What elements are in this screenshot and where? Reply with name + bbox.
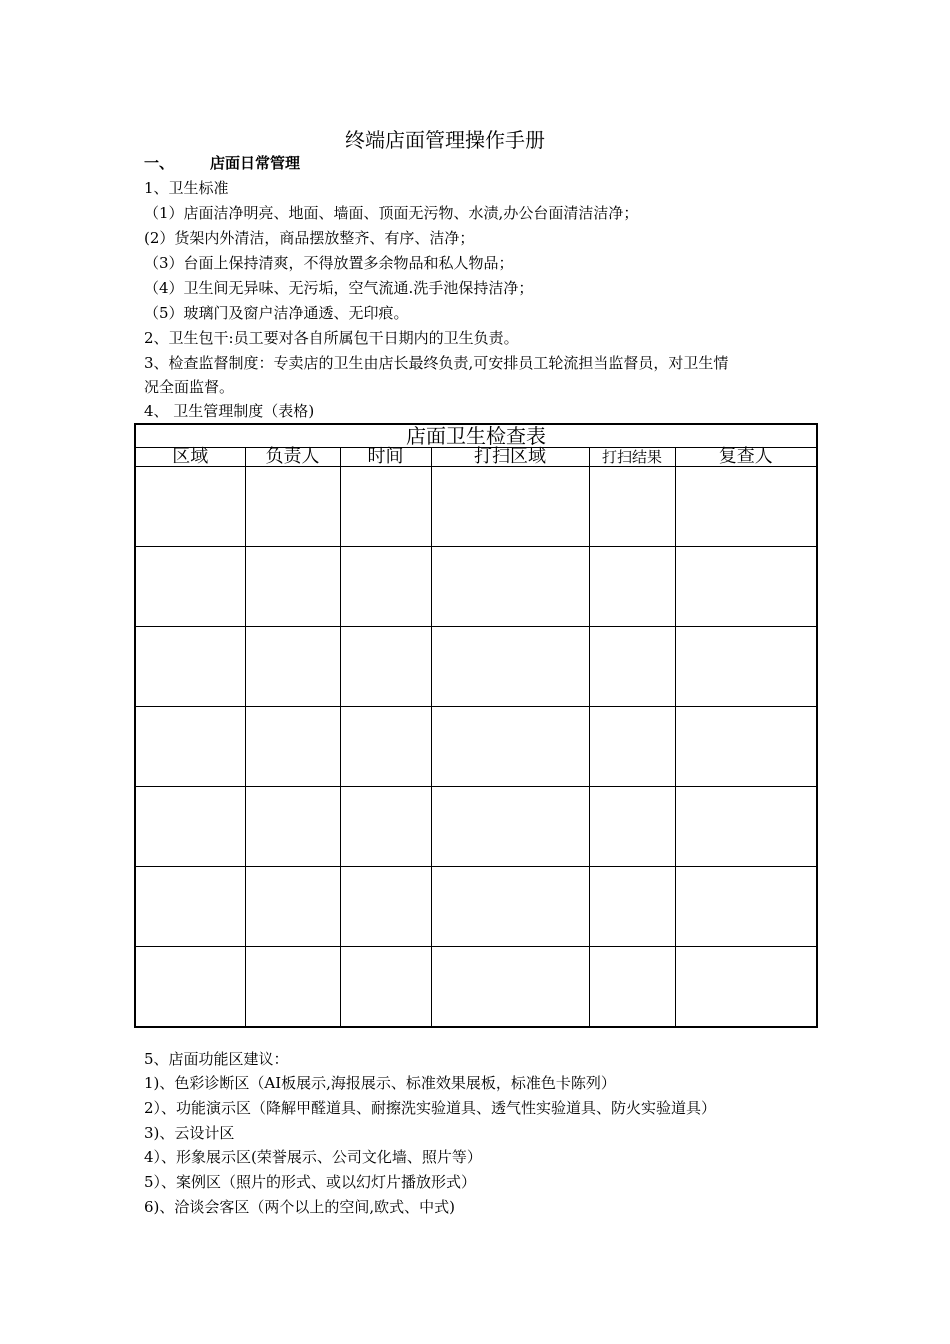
section-heading xyxy=(144,152,300,173)
column-header: 打扫区域 xyxy=(431,448,589,467)
table-cell xyxy=(135,947,245,1028)
section-number: 一、 xyxy=(144,154,175,172)
table-cell xyxy=(245,867,340,947)
table-cell xyxy=(675,467,817,547)
table-cell xyxy=(245,787,340,867)
table-cell xyxy=(589,787,675,867)
table-cell xyxy=(431,707,589,787)
table-cell xyxy=(245,707,340,787)
table-cell xyxy=(135,627,245,707)
column-header: 打扫结果 xyxy=(589,448,675,467)
zone-item: 3)、云设计区 xyxy=(144,1124,235,1142)
table-cell xyxy=(245,547,340,627)
table-cell xyxy=(135,787,245,867)
table-cell xyxy=(340,467,431,547)
inspection-text: 3、检查监督制度：专卖店的卫生由店长最终负责,可安排员工轮流担当监督员，对卫生情 xyxy=(144,354,729,372)
table-row xyxy=(135,947,817,1028)
table-row xyxy=(135,707,817,787)
zone-item: 4）、形象展示区(荣誉展示、公司文化墙、照片等） xyxy=(144,1148,482,1166)
table-cell xyxy=(589,547,675,627)
table-cell xyxy=(340,547,431,627)
table-cell xyxy=(675,787,817,867)
section-title: 店面日常管理 xyxy=(210,154,301,172)
table-cell xyxy=(431,547,589,627)
table-row xyxy=(135,467,817,547)
hygiene-item: (2）货架内外清洁，商品摆放整齐、有序、洁净； xyxy=(144,229,475,247)
hygiene-item: （5）玻璃门及窗户洁净通透、无印痕。 xyxy=(144,304,409,322)
inspection-text-cont: 况全面监督。 xyxy=(144,378,235,396)
table-cell xyxy=(340,707,431,787)
table-cell xyxy=(340,867,431,947)
table-cell xyxy=(340,627,431,707)
responsibility-text: 2、卫生包干:员工要对各自所属包干日期内的卫生负责。 xyxy=(144,329,519,347)
table-cell xyxy=(589,867,675,947)
hygiene-item: （1）店面洁净明亮、地面、墙面、顶面无污物、水渍,办公台面清洁洁净； xyxy=(144,204,639,222)
column-header: 时间 xyxy=(340,448,431,467)
table-row xyxy=(135,787,817,867)
table-cell xyxy=(245,947,340,1028)
table-cell xyxy=(675,947,817,1028)
table-cell xyxy=(675,707,817,787)
table-cell xyxy=(589,627,675,707)
table-row xyxy=(135,547,817,627)
table-cell xyxy=(245,467,340,547)
table-cell xyxy=(135,867,245,947)
table-cell xyxy=(245,627,340,707)
table-cell xyxy=(135,707,245,787)
table-caption: 店面卫生检查表 xyxy=(135,424,817,448)
table-cell xyxy=(135,547,245,627)
table-cell xyxy=(675,547,817,627)
table-heading: 4、 卫生管理制度（表格) xyxy=(144,402,315,420)
table-cell xyxy=(589,947,675,1028)
column-header: 复查人 xyxy=(675,448,817,467)
table-cell xyxy=(340,787,431,867)
table-row xyxy=(135,627,817,707)
hygiene-item: （3）台面上保持清爽，不得放置多余物品和私人物品； xyxy=(144,254,514,272)
table-cell xyxy=(340,947,431,1028)
table-cell xyxy=(589,707,675,787)
zones-heading: 5、店面功能区建议： xyxy=(144,1050,289,1068)
column-header: 负责人 xyxy=(245,448,340,467)
table-cell xyxy=(431,867,589,947)
table-cell xyxy=(431,947,589,1028)
table-row xyxy=(135,867,817,947)
zone-item: 2）、功能演示区（降解甲醛道具、耐擦洗实验道具、透气性实验道具、防火实验道具） xyxy=(144,1099,717,1117)
table-header-row xyxy=(135,448,817,467)
inspection-table xyxy=(134,423,816,1038)
table-cell xyxy=(675,627,817,707)
table-cell xyxy=(431,787,589,867)
hygiene-item: （4）卫生间无异味、无污垢，空气流通.洗手池保持洁净； xyxy=(144,279,534,297)
table-cell xyxy=(431,627,589,707)
zone-item: 6)、洽谈会客区（两个以上的空间,欧式、中式) xyxy=(144,1198,456,1216)
table-cell xyxy=(675,867,817,947)
hygiene-heading: 1、卫生标准 xyxy=(144,179,229,197)
table-cell xyxy=(589,467,675,547)
table-cell xyxy=(431,467,589,547)
zone-item: 5）、案例区（照片的形式、或以幻灯片播放形式） xyxy=(144,1173,477,1191)
table-cell xyxy=(135,467,245,547)
document-title: 终端店面管理操作手册 xyxy=(345,128,545,152)
column-header: 区域 xyxy=(135,448,245,467)
zone-item: 1)、色彩诊断区（AI板展示,海报展示、标准效果展板，标准色卡陈列） xyxy=(144,1074,616,1092)
